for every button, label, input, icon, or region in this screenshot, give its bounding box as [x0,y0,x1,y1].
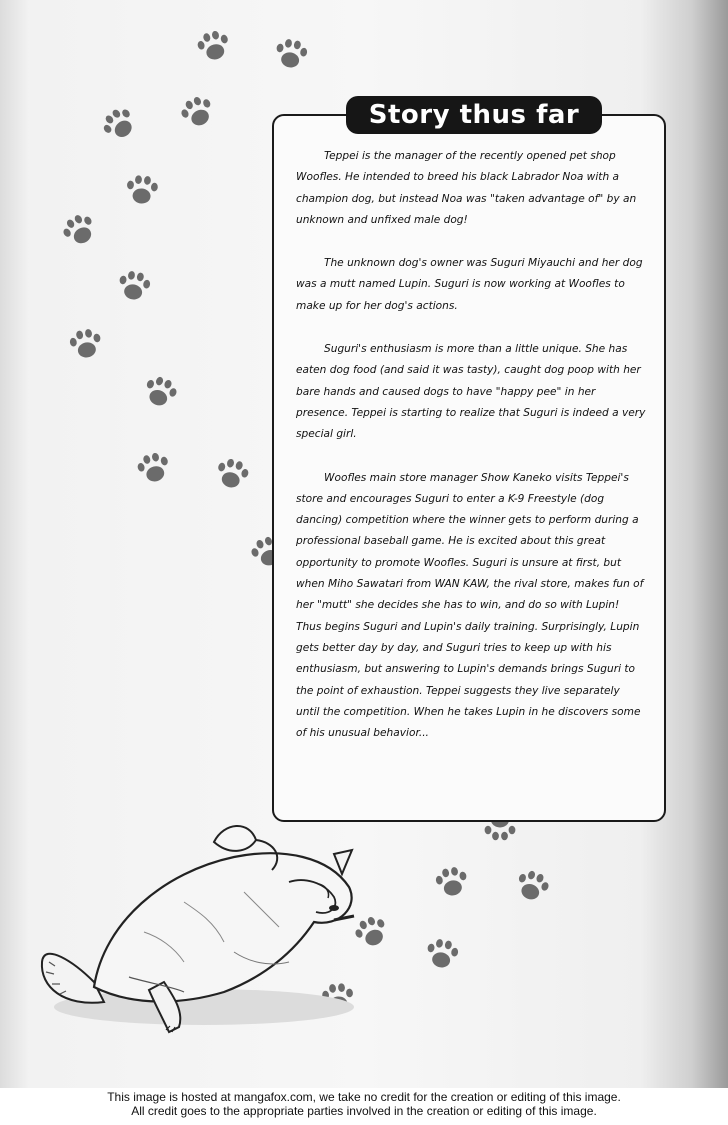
paw-print-icon [113,267,154,307]
sleeping-dog-illustration [34,812,364,1042]
paw-print-icon [509,865,554,909]
story-paragraph: Woofles main store manager Show Kaneko visits Teppei's store and encourages Suguri to enter a K-9 Freestyle (dog dancing) competition where the winner gets to perform during a professional baseball game. He is excited about this great opportunity to promote Woofles. Suguri is unsure at first, but when Miho Sawatari from WAN KAW, the rival store, makes fun of her "mutt" she decides she has to win, and do so with Lupin! Thus begins Suguri and Lupin's daily training. Surprisingly, Lupin gets better day by day, and Suguri tries to keep up with his enthusiasm, but answering to Lupin's demands brings Suguri to the point of exhaustion. Teppei suggests they live separately until the competition. When he takes Lupin in he discovers some of his unusual behavior... [296,471,644,740]
paw-print-icon [431,863,472,903]
paw-print-icon [137,371,182,415]
credit-footer [0,1090,728,1118]
story-title-banner [346,96,602,134]
story-paragraph: The unknown dog's owner was Suguri Miyauchi and her dog was a mutt named Lupin. Suguri is now working at Woofles to make up for her dog's actions. [296,257,643,312]
paw-print-icon [132,448,176,490]
paw-print-icon [210,454,254,496]
paw-print-icon [421,935,462,975]
story-paragraph: Teppei is the manager of the recently opened pet shop Woofles. He intended to breed his black Labrador Noa with a champion dog, but instead Noa was "taken advantage of" by an unknown and unfixed male dog! [296,150,637,226]
story-summary-box [272,114,666,822]
paw-print-icon [56,207,104,254]
paw-print-icon [192,26,236,68]
story-paragraph: Suguri's enthusiasm is more than a little unique. She has eaten dog food (and said it was tasty), caught dog poop with her bare hands and caused dogs to have "happy pee" in her presence. Teppei is starting to realize that Suguri is indeed a very special girl. [296,343,646,441]
paw-print-icon [175,90,222,136]
paw-print-icon [270,35,311,75]
paw-print-icon [123,172,162,209]
paw-print-icon [65,325,106,365]
page-title: Story thus far [368,100,580,130]
credit-line: This image is hosted at mangafox.com, we take no credit for the creation or editing of this image. [107,1090,621,1104]
paw-print-icon [95,100,144,149]
credit-line: All credit goes to the appropriate parties involved in the creation or editing of this image. [131,1104,597,1118]
